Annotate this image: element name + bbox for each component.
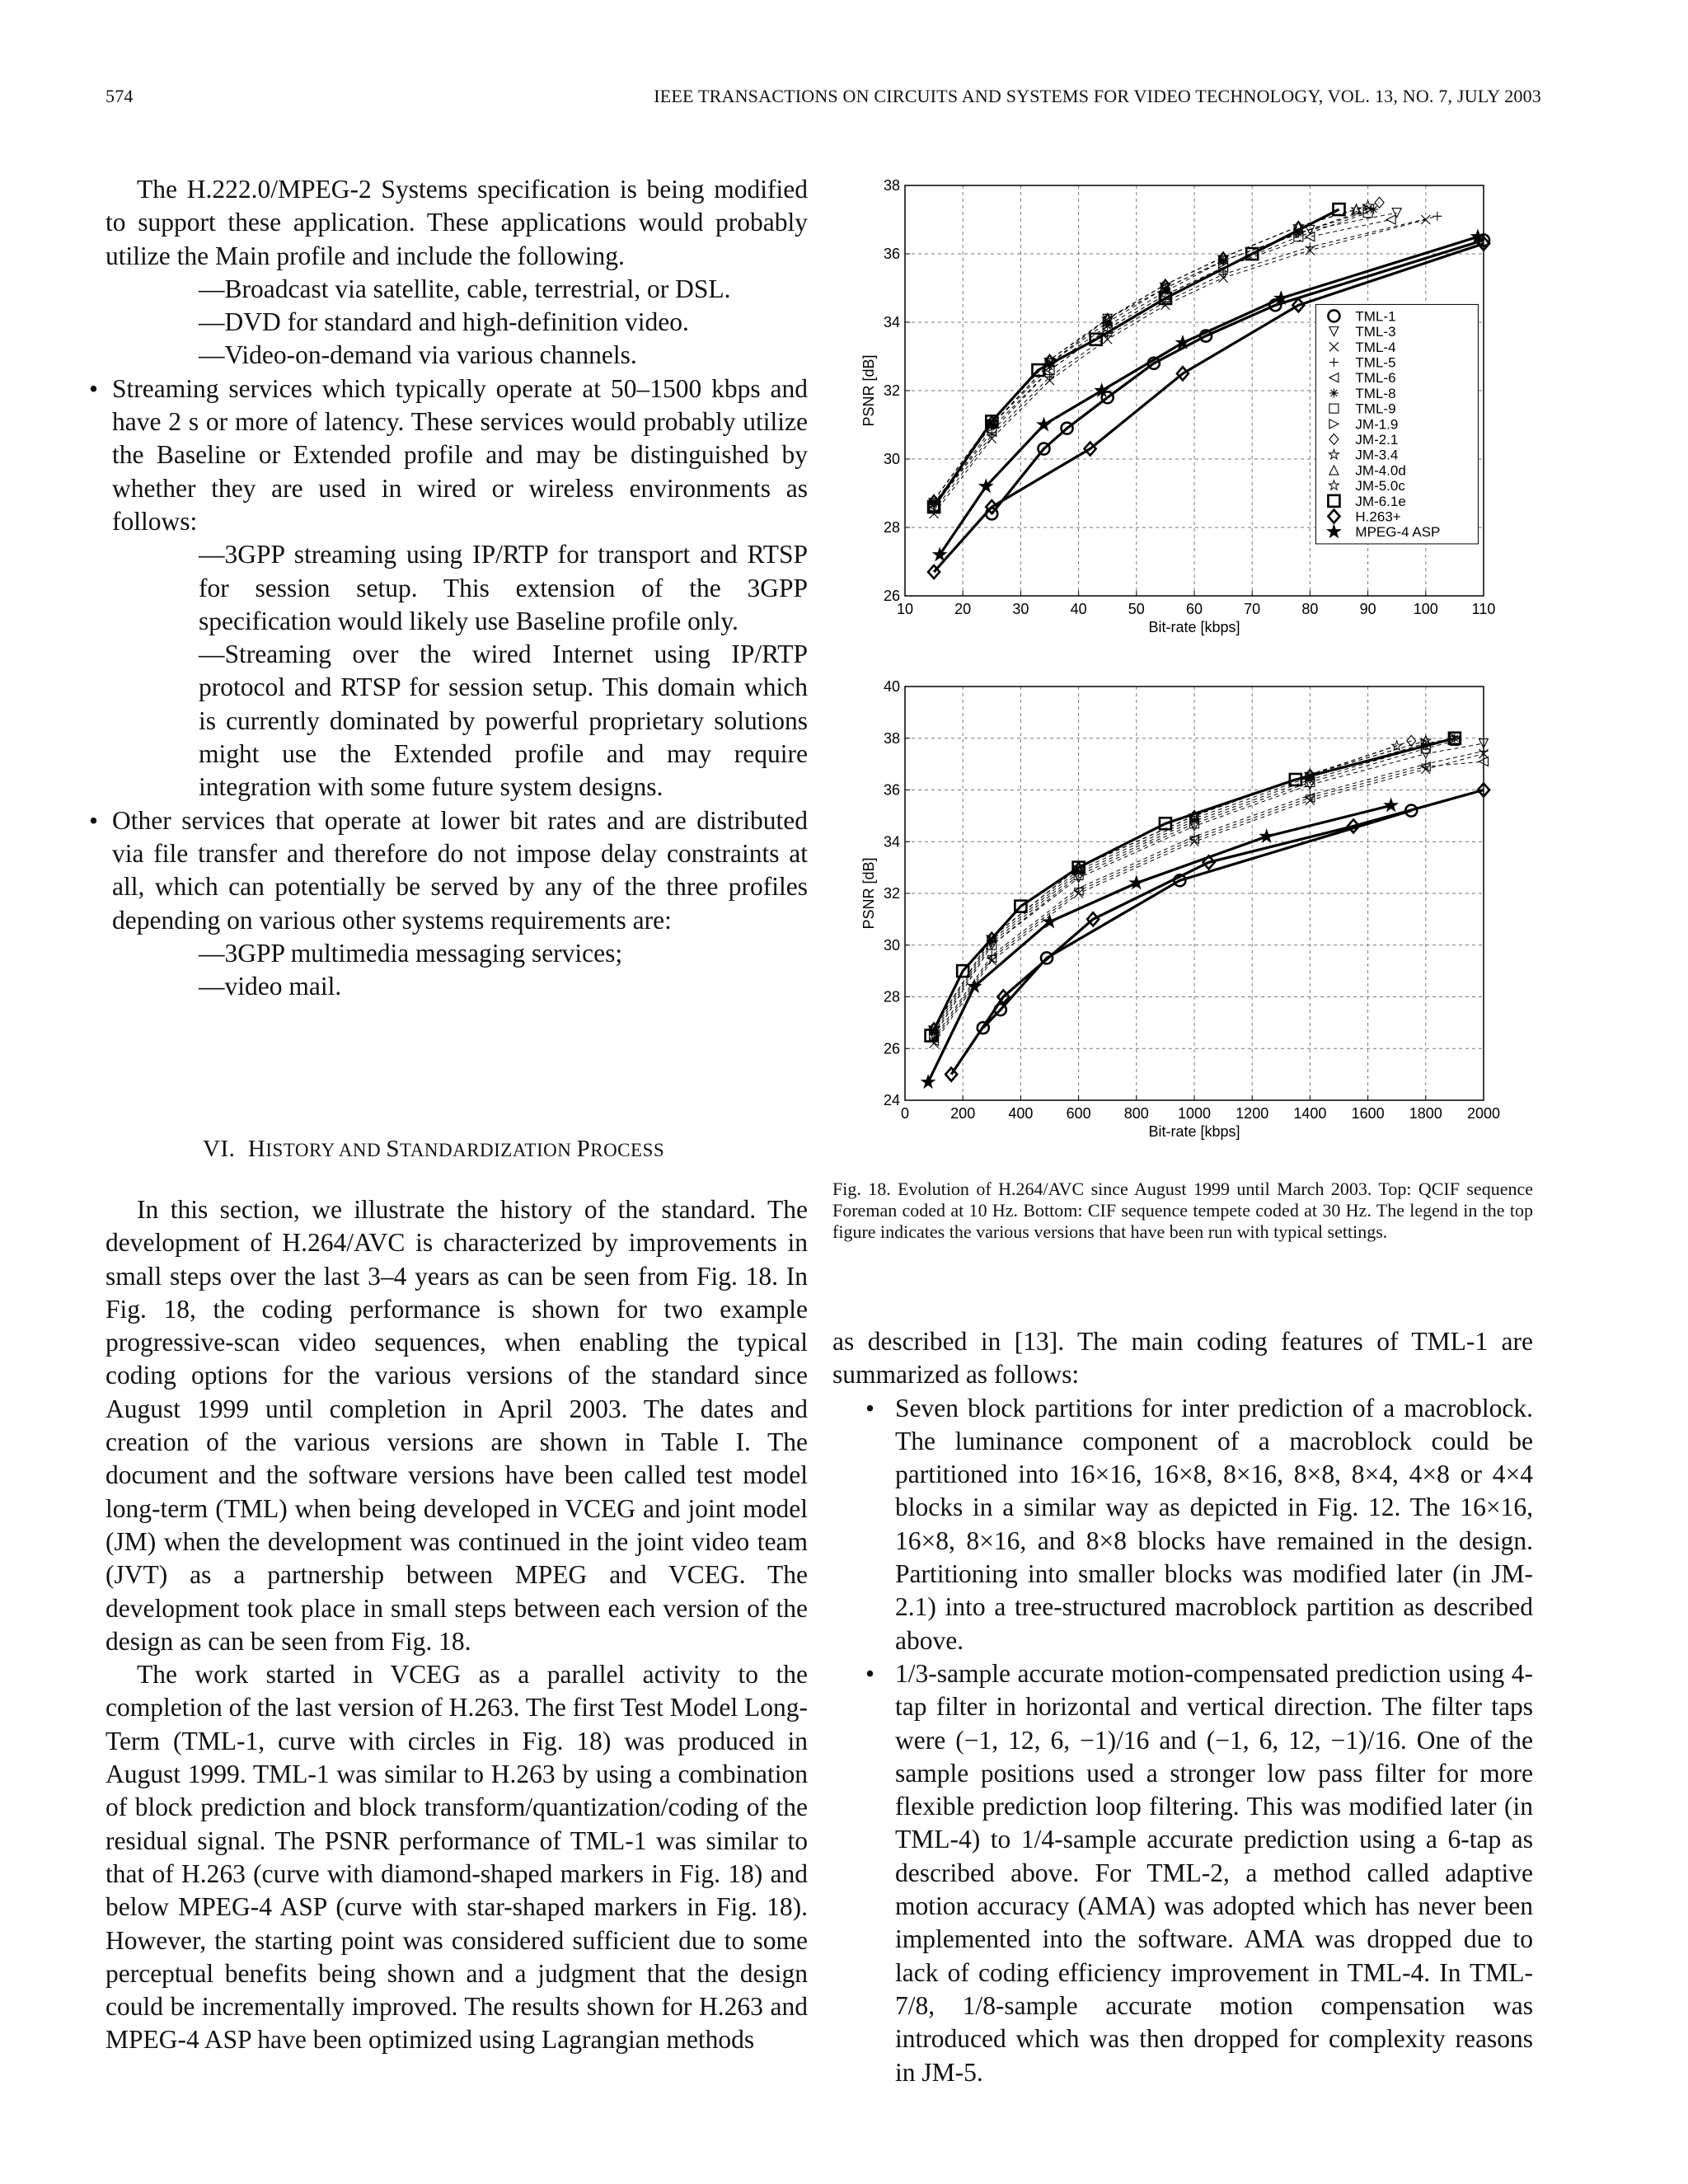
x-tick-label: 0 xyxy=(900,1105,910,1122)
legend-entry: JM-4.0d xyxy=(1355,462,1406,479)
y-tick-label: 32 xyxy=(883,382,900,399)
legend-entry: MPEG-4 ASP xyxy=(1355,524,1441,541)
y-tick-label: 34 xyxy=(883,314,900,330)
y-tick-label: 26 xyxy=(883,588,900,604)
point-marker xyxy=(1432,212,1442,221)
y-axis-label: PSNR [dB] xyxy=(860,857,877,930)
series-tml-4 xyxy=(930,749,1489,1047)
legend-entry: TML-3 xyxy=(1355,324,1396,340)
legend-entry: JM-2.1 xyxy=(1355,432,1399,448)
list-item: —DVD for standard and high-definition video. xyxy=(199,307,689,337)
legend-entry: JM-5.0c xyxy=(1355,478,1405,494)
y-tick-label: 38 xyxy=(883,177,900,194)
figure-caption: Fig. 18. Evolution of H.264/AVC since August 1999 until March 2003. Top: QCIF sequence Foreman coded at 10 Hz. Bottom: CIF sequence tempete coded at 30 Hz. The legend in the top figure indicates the various versions that have been run with typical settings. xyxy=(832,1179,1533,1242)
point-marker xyxy=(1260,830,1273,842)
x-tick-label: 600 xyxy=(1066,1105,1091,1122)
bullet-partitions: • Seven block partitions for inter prediction of a macroblock. The luminance component of a macroblock could be partitioned into 16×16, 16×8, 8×16, 8×8, 8×4, 4×8 or 4×4 blocks in a similar way as depicted in Fig. 12. The 16×16, 16×8, 8×16, and 8×8 blocks have remained in the design. Partitioning into smaller blocks was modified later (in JM-2.1) into a tree-structured macroblock partition as described above. xyxy=(832,1392,1533,1657)
legend-entry: TML-9 xyxy=(1355,401,1396,417)
series-line xyxy=(928,805,1391,1082)
series-line xyxy=(934,206,1368,500)
series-tml-6 xyxy=(930,757,1489,1045)
list-item: —Streaming over the wired Internet using IP/RTP protocol and RTSP for session setup. This domain which is currently dominated by powerful proprietary solutions might use the Extended profile and may require integration with some future system designs. xyxy=(199,640,808,802)
y-axis-label: PSNR [dB] xyxy=(860,354,877,427)
list-item: —video mail. xyxy=(199,972,342,1001)
legend-entry: JM-6.1e xyxy=(1355,493,1406,509)
bullet-text: Seven block partitions for inter prediction of a macroblock. The luminance component of a macroblock could be partitioned into 16×16, 16×8, 8×16, 8×8, 8×4, 4×8 or 4×4 blocks in a similar way as depicted in Fig. 12. The 16×16, 16×8, 8×16, and 8×8 blocks have remained in the design. Partitioning into smaller blocks was modified later (in JM-2.1) into a tree-structured macroblock partition as described above. xyxy=(895,1393,1533,1655)
x-tick-label: 1600 xyxy=(1351,1105,1385,1122)
history-paragraph: In this section, we illustrate the history of the standard. The development of H.264/AVC is characterized by improvements in small steps over the last 3–4 years as can be seen from Fig. 18. In Fig. 18, the coding performance is shown for two example progressive-scan video sequences, when enabling the typical coding options for the various versions of the standard since August 1999 until completion in April 2003. The dates and creation of the various versions are shown in Table I. The document and the software versions have been called test model long-term (TML) when being developed in VCEG and joint model (JM) when the development was continued in the joint video team (JVT) as a partnership between MPEG and VCEG. The development took place in small steps between each version of the design as can be seen from Fig. 18. xyxy=(106,1195,808,1656)
series-jm-4-0d xyxy=(930,205,1361,505)
bullet-motion: • 1/3-sample accurate motion-compensated prediction using 4-tap filter in horizontal and vertical direction. The filter taps were (−1, 12, 6, −1)/16 and (−1, 6, 12, −1)/16. One of the sample positions used a stronger low pass filter for more flexible prediction loop filtering. This was modified later (in TML-4) to 1/4-sample accurate prediction using a 6-tap as described above. For TML-2, a method called adaptive motion accuracy (AMA) was adopted which has never been implemented into the software. AMA was dropped due to lack of coding efficiency improvement in TML-4. In TML-7/8, 1/8-sample accurate motion compensation was introduced which was then dropped for complexity reasons in JM-5. xyxy=(832,1657,1533,2089)
continuation-paragraph: as described in [13]. The main coding features of TML-1 are summarized as follows: xyxy=(832,1327,1533,1390)
x-tick-label: 800 xyxy=(1123,1105,1149,1122)
series-tml-5 xyxy=(930,747,1489,1043)
bullet-text: Other services that operate at lower bit rates and are distributed via file transfer and therefore do not impose delay constraints at all, which can potentially be served by any of the three profiles depending on various other systems requirements are: xyxy=(112,805,808,935)
x-tick-label: 1000 xyxy=(1177,1105,1212,1122)
series-line xyxy=(934,741,1426,1028)
left-column xyxy=(89,173,808,1003)
page-number: 574 xyxy=(106,86,134,106)
bullet-text: Streaming services which typically operate at 50–1500 kbps and have 2 s or more of latency. These services would probably utilize the Baseline or Extended profile and may be distinguished by whether they are used in wired or wireless environments as follows: xyxy=(112,373,808,536)
chart-2 xyxy=(860,678,1500,1140)
x-tick-label: 1400 xyxy=(1293,1105,1327,1122)
x-tick-label: 30 xyxy=(1012,601,1029,617)
legend-entry: TML-8 xyxy=(1355,385,1396,401)
x-tick-label: 20 xyxy=(954,601,972,617)
series-line xyxy=(934,741,1426,1028)
legend-entry: TML-5 xyxy=(1355,354,1396,371)
x-tick-label: 200 xyxy=(950,1105,976,1122)
series-h-263- xyxy=(945,784,1489,1081)
series-line xyxy=(934,209,1357,500)
y-tick-label: 26 xyxy=(883,1040,900,1057)
x-tick-label: 1200 xyxy=(1236,1105,1269,1122)
legend-entry: JM-3.4 xyxy=(1355,447,1399,463)
y-tick-label: 32 xyxy=(883,885,900,902)
x-tick-label: 400 xyxy=(1008,1105,1034,1122)
bullet-other: • Other services that operate at lower bit rates and are distributed via file transfer and therefore do not impose delay constraints at all, which can potentially be served by any of the three profiles depending on various other systems requirements are: xyxy=(48,804,808,937)
series-jm-3-4 xyxy=(929,741,1402,1032)
x-tick-label: 1800 xyxy=(1409,1105,1442,1122)
list-item: —3GPP streaming using IP/RTP for transport and RTSP for session setup. This extension of the 3GPP specification would likely use Baseline profile only. xyxy=(199,540,808,635)
intro-paragraph: The H.222.0/MPEG-2 Systems specification is being modified to support these application. These applications would probably utilize the Main profile and include the following. xyxy=(106,175,808,270)
series-jm-5-0c xyxy=(929,736,1431,1033)
list-item: —3GPP multimedia messaging services; xyxy=(199,938,623,968)
y-tick-label: 36 xyxy=(883,781,900,799)
bullet-text: 1/3-sample accurate motion-compensated prediction using 4-tap filter in horizontal and vertical direction. The filter taps were (−1, 12, 6, −1)/16 and (−1, 6, 12, −1)/16. One of the sample positions used a stronger low pass filter for more flexible prediction loop filtering. This was modified later (in TML-4) to 1/4-sample accurate prediction using a 6-tap as described above. For TML-2, a method called adaptive motion accuracy (AMA) was adopted which has never been implemented into the software. AMA was dropped due to lack of coding efficiency improvement in TML-4. In TML-7/8, 1/8-sample accurate motion compensation was introduced which was then dropped for complexity reasons in JM-5. xyxy=(895,1658,1533,2087)
x-tick-label: 70 xyxy=(1244,601,1261,617)
y-tick-label: 24 xyxy=(883,1092,900,1108)
x-tick-label: 110 xyxy=(1471,601,1496,617)
legend-entry: JM-1.9 xyxy=(1355,416,1399,433)
journal-header: IEEE TRANSACTIONS ON CIRCUITS AND SYSTEMS FOR VIDEO TECHNOLOGY, VOL. 13, NO. 7, JULY 2003 xyxy=(654,86,1541,106)
y-tick-label: 40 xyxy=(883,678,900,695)
x-tick-label: 90 xyxy=(1359,601,1376,617)
chart-legend xyxy=(1315,304,1478,544)
point-marker xyxy=(1479,747,1489,756)
y-tick-label: 38 xyxy=(883,729,900,747)
x-tick-label: 50 xyxy=(1128,601,1145,617)
chart-1 xyxy=(860,177,1495,635)
figure-18 xyxy=(832,169,1574,1174)
y-tick-label: 34 xyxy=(883,833,900,851)
x-tick-label: 80 xyxy=(1301,601,1319,617)
work-paragraph: The work started in VCEG as a parallel activity to the completion of the last version of H.263. The first Test Model Long-Term (TML-1, curve with circles in Fig. 18) was produced in August 1999. TML-1 was similar to H.263 by using a combination of block prediction and block transform/quantization/coding of the residual signal. The PSNR performance of TML-1 was similar to that of H.263 (curve with diamond-shaped markers in Fig. 18) and below MPEG-4 ASP (curve with star-shaped markers in Fig. 18). However, the starting point was considered sufficient due to some perceptual benefits being shown and a judgment that the design could be incrementally improved. The results shown for H.263 and MPEG-4 ASP have been optimized using Lagrangian methods xyxy=(106,1660,808,2055)
y-tick-label: 30 xyxy=(883,451,900,467)
series-jm-1-9 xyxy=(930,205,1373,509)
section-title: VI. HISTORY AND STANDARDIZATION PROCESS xyxy=(203,1136,665,1162)
series-line xyxy=(951,790,1484,1075)
series-line xyxy=(934,746,1397,1028)
series-line xyxy=(934,213,1368,507)
point-marker xyxy=(1421,215,1430,224)
x-tick-label: 10 xyxy=(896,601,914,617)
point-marker xyxy=(1306,242,1315,251)
x-tick-label: 40 xyxy=(1070,601,1087,617)
legend-entry: TML-4 xyxy=(1355,339,1396,355)
series-jm-4-0d xyxy=(930,736,1431,1032)
right-column xyxy=(832,1325,1533,2089)
bullet-streaming: • Streaming services which typically operate at 50–1500 kbps and have 2 s or more of latency. These services would probably utilize the Baseline or Extended profile and may be distinguished by whether they are used in wired or wireless environments as follows: xyxy=(48,373,808,538)
y-tick-label: 28 xyxy=(883,988,900,1005)
y-tick-label: 30 xyxy=(883,936,900,954)
point-marker xyxy=(921,1076,934,1088)
figure-svg xyxy=(832,169,1574,1174)
x-axis-label: Bit-rate [kbps] xyxy=(1148,1123,1240,1140)
x-tick-label: 100 xyxy=(1413,601,1438,617)
series-line xyxy=(934,209,1357,500)
x-tick-label: 60 xyxy=(1185,601,1203,617)
legend-entry: H.263+ xyxy=(1355,509,1401,525)
legend-entry: TML-6 xyxy=(1355,370,1396,387)
y-tick-label: 36 xyxy=(883,246,900,262)
y-tick-label: 28 xyxy=(883,519,900,536)
series-mpeg-4-asp xyxy=(921,799,1397,1087)
x-axis-label: Bit-rate [kbps] xyxy=(1148,619,1240,635)
point-marker xyxy=(1385,799,1397,811)
list-item: —Broadcast via satellite, cable, terrestrial, or DSL. xyxy=(199,274,731,303)
list-item: —Video-on-demand via various channels. xyxy=(199,340,637,370)
left-column-lower xyxy=(106,1193,808,2057)
legend-entry: TML-1 xyxy=(1355,308,1396,325)
series-line xyxy=(934,751,1484,1038)
x-tick-label: 2000 xyxy=(1466,1105,1501,1122)
series-line xyxy=(934,754,1484,1043)
